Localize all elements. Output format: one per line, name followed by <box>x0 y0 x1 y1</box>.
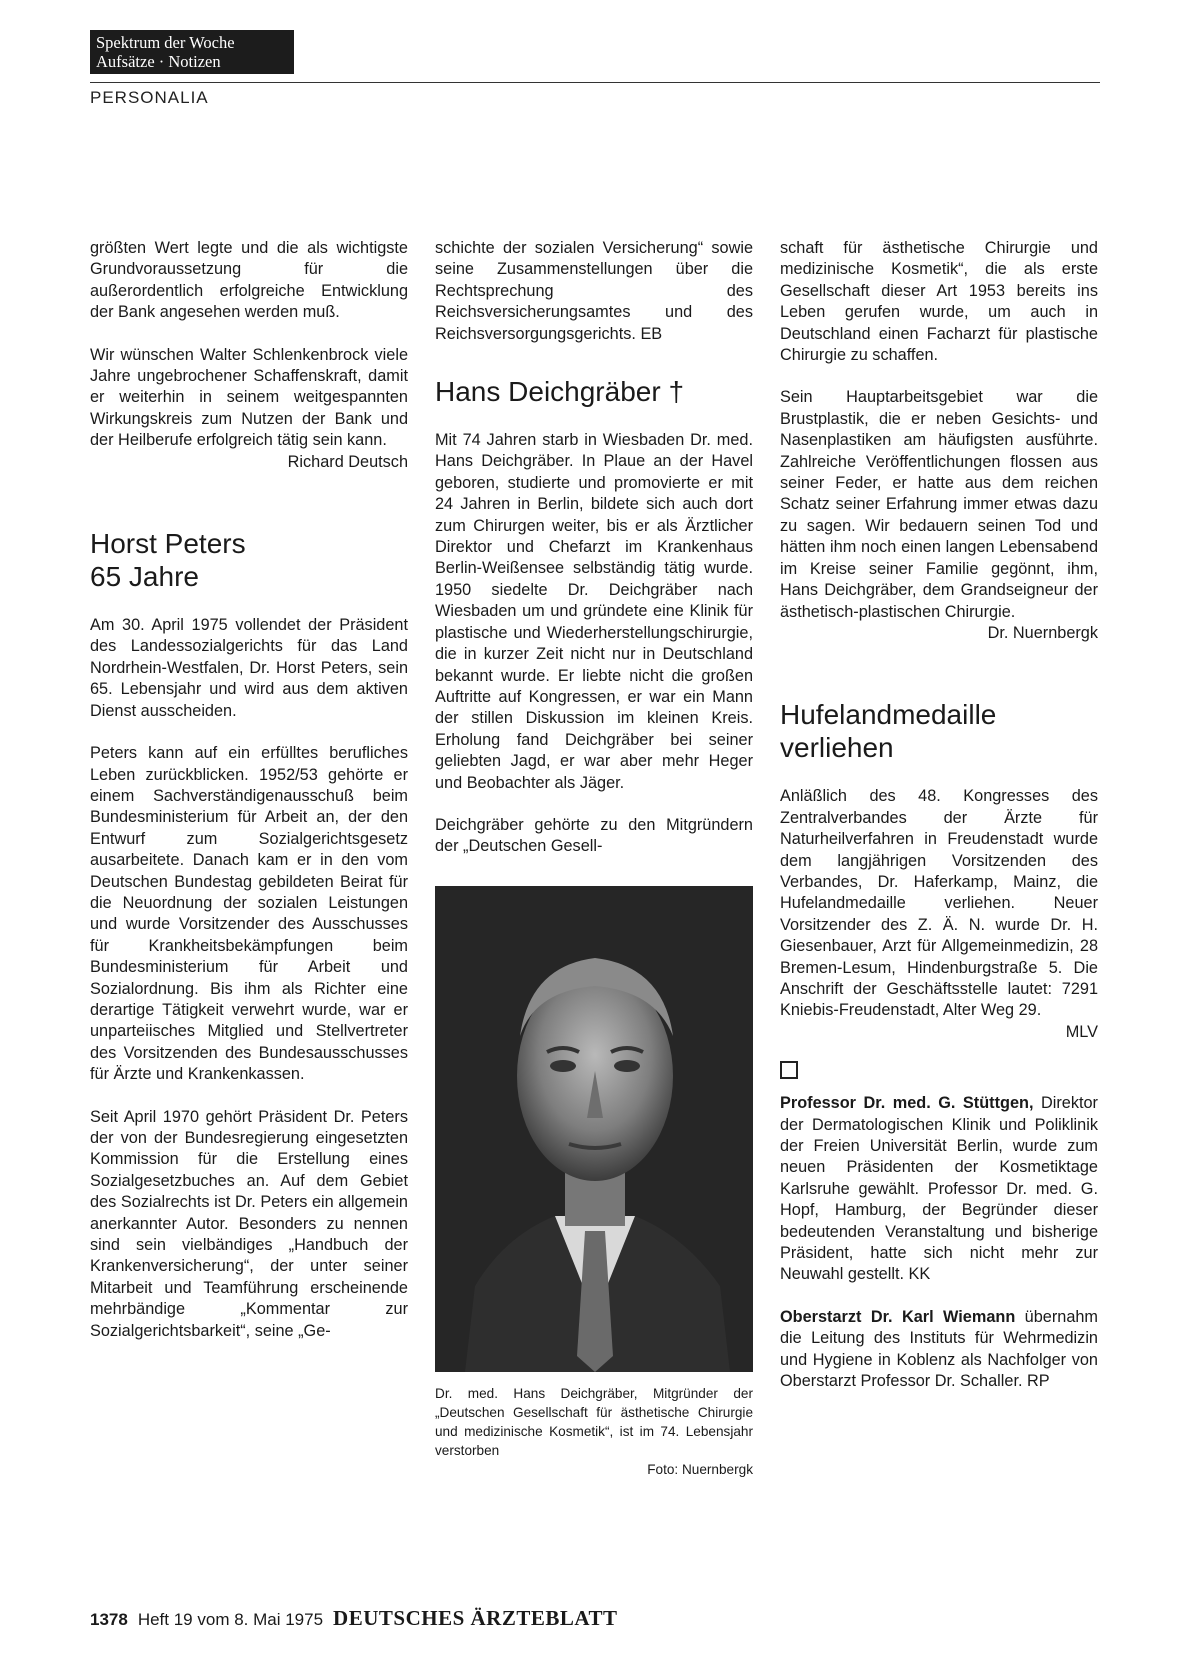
signature: Dr. Nuernbergk <box>987 623 1098 642</box>
article-heading: Horst Peters 65 Jahre <box>90 528 246 593</box>
column-2 <box>435 238 753 1479</box>
photo-credit: Foto: Nuernbergk <box>647 1461 753 1477</box>
portrait-photo <box>435 886 753 1372</box>
section-header-box <box>90 30 294 74</box>
page-number: 1378 <box>90 1610 128 1629</box>
paragraph: Am 30. April 1975 vollendet der Präsident des Landessozialgerichts für das Land Nordrhein-Westfalen, Dr. Horst Peters, sein 65. Lebensjahr und wird aus dem aktiven Dienst ausscheiden. <box>90 616 408 720</box>
signature: KK <box>908 1265 931 1284</box>
paragraph: Wir wünschen Walter Schlenkenbrock viele Jahre ungebrochener Schaffenskraft, damit er weiterhin in seinem weitgespannten Wirkungskreis zum Nutzen der Bank und der Heilberufe erfolgreich tätig sein kann. Richard Deutsch <box>90 345 408 473</box>
paragraph: Professor Dr. med. G. Stüttgen, Direktor der Dermatologischen Klinik und Poliklinik der Freien Universität Berlin, wurde zum neuen Präsidenten der Kosmetiktage Karlsruhe gewählt. Professor Dr. med. G. Hopf, Hamburg, der Begründer dieser bedeutenden Veranstaltung und bisherige Präsident, hatte sich nicht mehr zur Neuwahl gestellt. KK <box>780 1094 1098 1284</box>
signature-row <box>90 452 408 473</box>
square-icon <box>780 1061 798 1079</box>
header-rule <box>90 82 1100 83</box>
person-name: Professor Dr. med. G. Stüttgen, <box>780 1094 1034 1113</box>
header-box-line2: Aufsätze · Notizen <box>96 52 221 71</box>
signature: MLV <box>1065 1022 1098 1041</box>
paragraph: schichte der sozialen Versicherung“ sowie seine Zusammenstellungen über die Rechtsprechung des Reichsversicherungsamtes und des Reichsversorgungsgerichts. EB <box>435 239 753 343</box>
paragraph: Anläßlich des 48. Kongresses des Zentralverbandes der Ärzte für Naturheilverfahren in Freudenstadt wurde dem langjährigen Vorsitzenden des Verbandes, Dr. Haferkamp, Mainz, die Hufelandmedaille verliehen. Neuer Vorsitzender des Z. Ä. N. wurde Dr. H. Giesenbauer, Arzt für Allgemeinmedizin, 28 Bremen-Lesum, Hindenburgstraße 5. Die Anschrift der Geschäftsstelle lautet: 7291 Kniebis-Freudenstadt, Alter Weg 29. MLV <box>780 786 1098 1043</box>
column-1 <box>90 238 408 1342</box>
signature: RP <box>1027 1372 1050 1391</box>
signature: EB <box>640 324 663 343</box>
paragraph: größten Wert legte und die als wichtigste Grundvoraussetzung für die außerordentlich erfolgreiche Entwicklung der Bank angesehen werden muß. <box>90 239 408 322</box>
section-label: PERSONALIA <box>90 88 209 107</box>
paragraph: Peters kann auf ein erfülltes berufliches Leben zurückblicken. 1952/53 gehörte er einem Sachverständigenausschuß beim Bundesministerium für Arbeit an, der den Entwurf zum Sozialgerichtsgesetz ausarbeitete. Danach kam er in den vom Deutschen Bundestag gebildeten Beirat für die Neuordnung der sozialen Leistungen und wurde Vorsitzender des Ausschusses für Krankheitsbekämpfungen beim Bundesministerium für Arbeit und Sozialordnung. Bis ihm als Richter eine derartige Tätigkeit verwehrt wurde, war er unparteiisches Mitglied und Stellvertreter des Vorsitzenden des Bundesausschusses für Ärzte und Krankenkassen. <box>90 744 408 1084</box>
header-box-line1: Spektrum der Woche <box>96 33 235 52</box>
article-heading: Hufelandmedaille verliehen <box>780 699 997 764</box>
journal-title: DEUTSCHES ÄRZTEBLATT <box>333 1606 618 1630</box>
article-heading: Hans Deichgräber † <box>435 376 685 408</box>
paragraph: Deichgräber gehörte zu den Mitgründern der „Deutschen Gesell- <box>435 815 753 856</box>
signature-row <box>780 1022 1098 1043</box>
paragraph: Mit 74 Jahren starb in Wiesbaden Dr. med. Hans Deichgräber. In Plaue an der Havel geboren, studierte und promovierte er mit 24 Jahren in Berlin, bildete sich auch dort zum Chirurgen weiter, bis er als Ärztlicher Direktor und Chefarzt im Krankenhaus Berlin-Weißensee selbständig tätig wurde. 1950 siedelte Dr. Deichgräber nach Wiesbaden um und gründete eine Klinik für plastische und Wiederherstellungschirurgie, die in kurzer Zeit nicht nur in Deutschland bekannt wurde. Er liebte nicht die großen Auftritte auf Kongressen, er war ein Mann der stillen Diskussion im kleinen Kreis. Erholung fand Deichgräber bei seiner geliebten Jagd, er war aber mehr Heger und Beobachter als Jäger. <box>435 431 753 792</box>
paragraph: schaft für ästhetische Chirurgie und medizinische Kosmetik“, die als erste Gesellschaft dieser Art 1953 bereits ins Leben gerufen wurde, um auch in Deutschland einen Facharzt für plastische Chirurgie zu schaffen. <box>780 239 1098 365</box>
paragraph: Sein Hauptarbeitsgebiet war die Brustplastik, die er neben Gesichts- und Nasenplastiken am häufigsten ausführte. Zahlreiche Veröffentlichungen flossen aus seiner Feder, er hatte aus dem reichen Schatz seiner Erfahrung immer etwas dazu zu sagen. Wir bedauern seinen Tod und hätten ihm noch einen langen Lebensabend im Kreise seiner Familie gegönnt, ihm, Hans Deichgräber, dem Grandseigneur der ästhetisch-plastischen Chirurgie. Dr. Nuernbergk <box>780 387 1098 644</box>
issue-info: Heft 19 vom 8. Mai 1975 <box>137 1610 324 1629</box>
person-name: Oberstarzt Dr. Karl Wiemann <box>780 1307 1016 1326</box>
signature: Richard Deutsch <box>287 452 408 471</box>
page-footer <box>90 1606 618 1632</box>
column-3 <box>780 238 1098 1392</box>
portrait-illustration <box>435 886 753 1372</box>
photo-credit-row <box>435 1460 753 1479</box>
photo-caption: Dr. med. Hans Deichgräber, Mitgründer der „Deutschen Gesellschaft für ästhetische Chirurgie und medizinische Kosmetik“, ist im 74. Lebensjahr verstorben Foto: Nuernbergk <box>435 1385 753 1477</box>
paragraph: Oberstarzt Dr. Karl Wiemann übernahm die Leitung des Instituts für Wehrmedizin und Hygiene in Koblenz als Nachfolger von Oberstarzt Professor Dr. Schaller. RP <box>780 1307 1098 1391</box>
paragraph: Seit April 1970 gehört Präsident Dr. Peters der von der Bundesregierung eingesetzten Kommission für die Erstellung eines Sozialgesetzbuches an. Auf dem Gebiet des Sozialrechts ist Dr. Peters ein allgemein anerkannter Autor. Besonders zu nennen sind sein vielbändiges „Handbuch der Krankenversicherung“, der unter seiner Mitarbeit und Teamführung erscheinende mehrbändige „Kommentar zur Sozialgerichtsbarkeit“, seine „Ge- <box>90 1107 408 1340</box>
signature-row <box>780 623 1098 644</box>
